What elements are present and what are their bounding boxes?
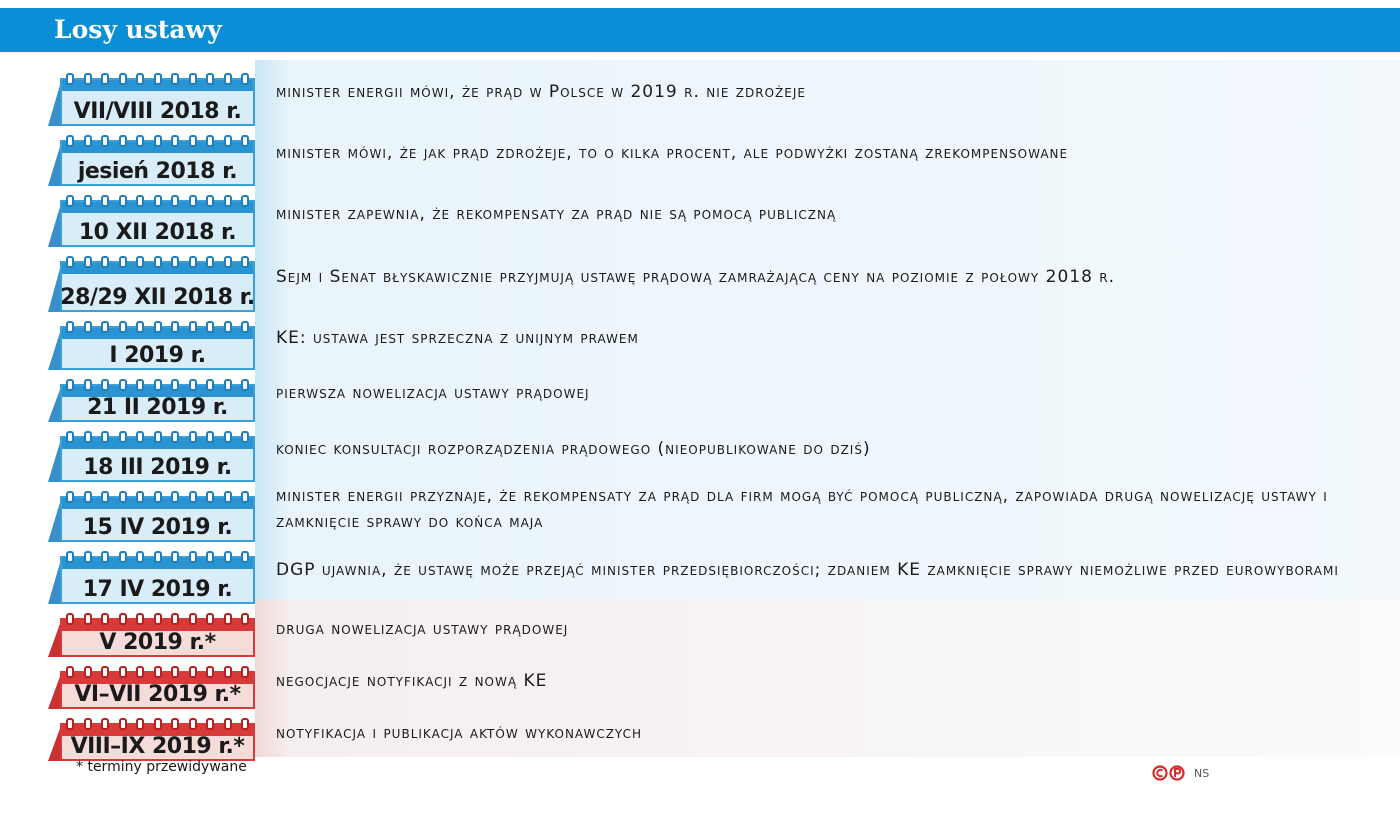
timeline-row [0,366,1400,418]
calendar-icon [48,432,255,482]
calendar-icon [48,380,255,422]
calendar-rings [66,256,249,270]
calendar-icon [48,136,255,186]
calendar-icon [48,322,255,370]
calendar-rings [66,379,249,393]
timeline-row [0,600,1400,653]
calendar-icon [48,196,255,247]
copyright-logo-icon [1152,765,1188,781]
timeline-row [0,243,1400,308]
event-date: 15 IV 2019 r. [82,515,233,540]
event-description: koniec konsultacji rozporządzenia prądowego (nieopublikowane do dziś) [276,439,871,459]
calendar-rings [66,666,249,680]
calendar-icon [48,719,255,761]
event-date: VIII–IX 2019 r.* [70,734,245,759]
timeline-row [0,478,1400,538]
calendar-rings [66,73,249,87]
event-description: pierwsza nowelizacja ustawy prądowej [276,383,590,403]
timeline-row [0,122,1400,182]
page-title: Losy ustawy [54,15,222,44]
timeline-row [0,538,1400,600]
calendar-rings [66,195,249,209]
event-description: Sejm i Senat błyskawicznie przyjmują ustawę prądową zamrażającą ceny na poziomie z połowy 2018 r. [276,266,1116,287]
event-date: jesień 2018 r. [77,159,238,184]
event-description: KE: ustawa jest sprzeczna z unijnym prawem [276,328,639,348]
header-bar [0,8,1400,52]
event-date: VII/VIII 2018 r. [73,99,242,124]
event-date: 17 IV 2019 r. [82,577,233,602]
event-date: V 2019 r.* [99,630,216,655]
timeline-row [0,308,1400,366]
footnote: * terminy przewidywane [76,759,247,775]
event-date: 10 XII 2018 r. [78,220,237,245]
timeline-row [0,60,1400,122]
author-initials: NS [1194,766,1210,780]
event-date: I 2019 r. [109,343,206,368]
event-date: VI–VII 2019 r.* [74,682,241,707]
calendar-icon [48,552,255,604]
event-description: minister energii mówi, że prąd w Polsce w 2019 r. nie zdrożeje [276,82,806,102]
event-date: 28/29 XII 2018 r. [60,285,255,310]
calendar-icon [48,614,255,657]
event-description: DGP ujawnia, że ustawę może przejąć minister przedsiębiorczości; zdaniem KE zamknięcie sprawy niemożliwe przed eurowyborami [276,560,1339,580]
event-description: minister mówi, że jak prąd zdrożeje, to o kilka procent, ale podwyżki zostaną zrekompensowane [276,143,1069,163]
timeline-row [0,705,1400,757]
credit [1152,765,1209,781]
event-date: 18 III 2019 r. [83,455,232,480]
event-description: negocjacje notyfikacji z nową KE [276,671,548,691]
event-description: minister zapewnia, że rekompensaty za prąd nie są pomocą publiczną [276,203,837,224]
event-description: notyfikacja i publikacja aktów wykonawczych [276,723,643,743]
calendar-icon [48,667,255,709]
timeline-row [0,418,1400,478]
event-date: 21 II 2019 r. [87,395,228,420]
event-description: minister energii przyznaje, że rekompensaty za prąd dla firm mogą być pomocą publiczną, zapowiada drugą nowelizację ustawy i zamknięcie sprawy do końca maja [276,486,1328,532]
calendar-rings [66,613,249,627]
calendar-rings [66,135,249,149]
calendar-icon [48,74,255,126]
timeline-row [0,653,1400,705]
calendar-icon [48,492,255,542]
calendar-rings [66,718,249,732]
calendar-rings [66,431,249,445]
timeline-row [0,182,1400,243]
calendar-rings [66,551,249,565]
calendar-rings [66,491,249,505]
calendar-rings [66,321,249,335]
event-description: druga nowelizacja ustawy prądowej [276,618,569,639]
calendar-icon [48,257,255,312]
